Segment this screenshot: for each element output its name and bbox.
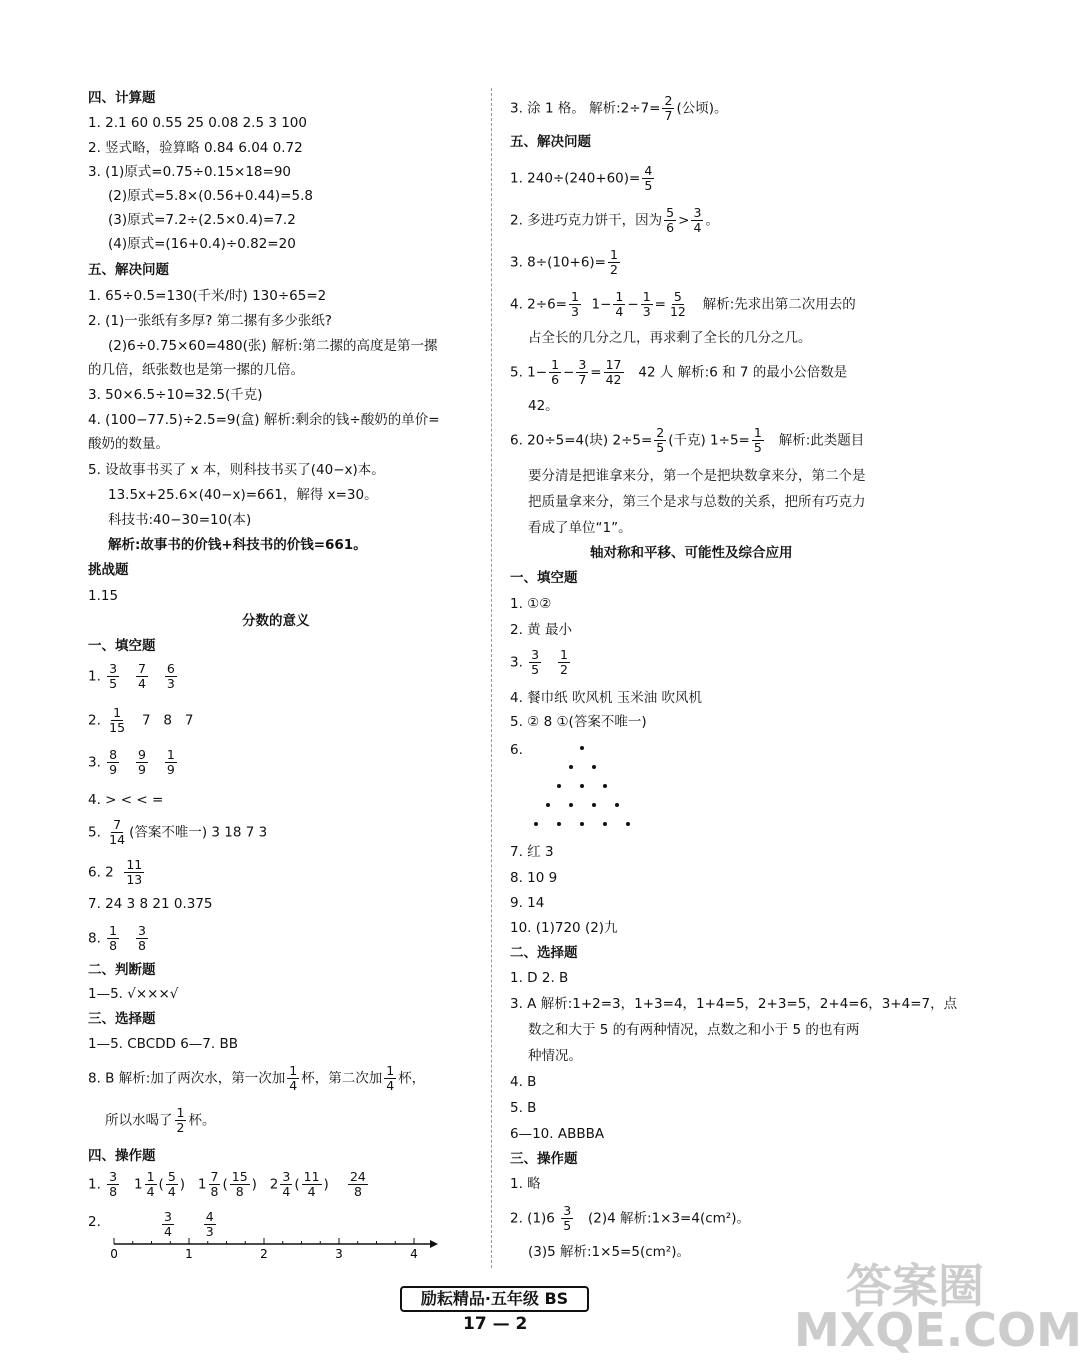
answer-line: 种情况。 <box>528 1048 582 1064</box>
number-line-label: 2 <box>260 1247 268 1261</box>
answer-line: 1. 65÷0.5=130(千米/时) 130÷65=2 <box>88 288 327 304</box>
fraction: $\frac{3}{8}$ <box>109 1169 118 1199</box>
answer-line: 10. (1)720 (2)九 <box>510 920 618 936</box>
answer-line: 2. 竖式略，验算略 0.84 6.04 0.72 <box>88 140 303 156</box>
fraction: $\frac{1}{6}$ <box>551 357 560 387</box>
answer-line: 2. 黄 最小 <box>510 622 572 638</box>
answer-text: (公顷)。 <box>676 100 728 117</box>
number-line-label: 0 <box>110 1247 118 1261</box>
fraction: $\frac{4}{5}$ <box>644 163 653 193</box>
answer-line: 2. <box>88 1214 101 1230</box>
answer-line: 1. $\frac{3}{8}$ 1 $\frac{1}{4}$ ( $\frac{5}{4}$ ) 1 $\frac{7}{8}$ ( $\frac{15}{8}$ ) 2 $\frac{3}{4}$ ( $\frac{11}{4}$ ) $\frac{24}{8}$ <box>88 1169 366 1199</box>
answer-line: 4. (100−77.5)÷2.5=9(盒) 解析:剩余的钱÷酸奶的单价= <box>88 412 440 428</box>
answer-text: (答案不唯一) 3 18 7 3 <box>129 824 268 841</box>
fraction: $\frac{2}{5}$ <box>656 425 665 455</box>
answer-line: (2)6÷0.75×60=480(张) 解析:第二摞的高度是第一摞 <box>108 338 438 354</box>
answer-line: 9. 14 <box>510 895 545 911</box>
fraction: $\frac{11}{4}$ <box>303 1169 320 1199</box>
answer-line: 42。 <box>528 398 559 414</box>
fraction: $\frac{1}{2}$ <box>560 647 568 677</box>
answer-text: 6. 2 <box>88 864 114 881</box>
answer-text: 4. 2÷6= <box>510 296 567 313</box>
answer-line: 2. 多进巧克力饼干，因为 $\frac{5}{6}$ > $\frac{3}{4}$ 。 <box>510 205 719 235</box>
fraction: $\frac{3}{5}$ <box>563 1203 572 1233</box>
answer-line: 1.15 <box>88 588 119 604</box>
section-heading: 三、选择题 <box>88 1011 156 1027</box>
answer-line <box>510 164 656 193</box>
answer-line: 4. > < < = <box>88 792 164 808</box>
answer-line <box>105 1106 215 1135</box>
answer-line: 6—10. ABBBA <box>510 1126 605 1142</box>
answer-line: 4. B <box>510 1074 537 1090</box>
triangle-dot <box>580 746 584 750</box>
triangle-dot <box>546 803 550 807</box>
answer-line: 7. 红 3 <box>510 844 554 860</box>
fraction: $\frac{3}{4}$ <box>164 1209 172 1239</box>
column-divider <box>491 88 493 1268</box>
section-heading: 五、解决问题 <box>88 262 169 278</box>
answer-text: 3. 8÷(10+6)= <box>510 254 606 271</box>
answer-line: 数之和大于 5 的有两种情况，点数之和小于 5 的也有两 <box>528 1022 860 1038</box>
number-line <box>112 1220 442 1260</box>
fraction: $\frac{1}{4}$ <box>146 1169 155 1199</box>
answer-line: (4)原式=(16+0.4)÷0.82=20 <box>108 236 296 252</box>
section-heading: 一、填空题 <box>88 638 156 654</box>
number-line-label: 3 <box>335 1247 343 1261</box>
triangle-dot <box>569 803 573 807</box>
section-heading: 一、填空题 <box>510 570 578 586</box>
answer-line: 1. ①② <box>510 596 552 612</box>
answer-line: 13.5x+25.6×(40−x)=661，解得 x=30。 <box>108 487 378 503</box>
answer-line: 6. <box>510 742 523 758</box>
fraction: $\frac{8}{9}$ <box>109 747 118 777</box>
section-heading: 二、判断题 <box>88 962 156 978</box>
page-number: 17 — 2 <box>463 1314 528 1334</box>
answer-line: 7. 24 3 8 21 0.375 <box>88 896 213 912</box>
answer-line: 1. 略 <box>510 1176 541 1192</box>
answer-text: (千克) 1÷5= <box>668 432 750 449</box>
section-heading: 五、解决问题 <box>510 134 591 150</box>
answer-line: (3)5 解析:1×5=5(cm²)。 <box>528 1244 690 1260</box>
dot-triangle <box>520 742 640 842</box>
answer-text: 42 人 解析:6 和 7 的最小公倍数是 <box>638 364 848 381</box>
fraction: $\frac{1}{9}$ <box>166 747 175 777</box>
answer-text: 2. 多进巧克力饼干，因为 <box>510 212 663 229</box>
answer-line: 5. 1− $\frac{1}{6}$ − $\frac{3}{7}$ = $\frac{17}{42}$ 42 人 解析:6 和 7 的最小公倍数是 <box>510 357 848 387</box>
answer-line: 5. B <box>510 1100 537 1116</box>
brand-banner: 励耘精品·五年级 BS <box>400 1286 589 1312</box>
fraction: $\frac{3}{8}$ <box>138 923 146 953</box>
triangle-dot <box>626 822 630 826</box>
section-heading: 挑战题 <box>88 562 129 578</box>
answer-line: 2. $\frac{1}{15}$ 7 8 7 <box>88 705 194 735</box>
answer-line <box>88 858 146 887</box>
answer-line: 8. $\frac{1}{8}$ $\frac{3}{8}$ <box>88 923 146 953</box>
fraction: $\frac{6}{3}$ <box>166 661 175 691</box>
answer-line: 3. (1)原式=0.75÷0.15×18=90 <box>88 164 292 180</box>
answer-text: 1. 240÷(240+60)= <box>510 170 641 187</box>
answer-line: 要分清是把谁拿来分，第一个是把块数拿来分，第二个是 <box>528 468 866 484</box>
triangle-dot <box>592 803 596 807</box>
fraction: $\frac{5}{12}$ <box>669 289 686 319</box>
triangle-dot <box>569 765 573 769</box>
triangle-dot <box>580 784 584 788</box>
answer-line: 1. 2.1 60 0.55 25 0.08 2.5 3 100 <box>88 115 307 131</box>
chapter-title: 分数的意义 <box>242 613 310 629</box>
answer-line: (2)原式=5.8×(0.56+0.44)=5.8 <box>108 188 313 204</box>
fraction: $\frac{3}{4}$ <box>693 205 702 235</box>
triangle-dot <box>592 765 596 769</box>
answer-line: 5. 设故事书买了 x 本，则科技书买了(40−x)本。 <box>88 462 385 478</box>
answer-line: 1. $\frac{3}{5}$ $\frac{7}{4}$ $\frac{6}{3}$ <box>88 661 175 691</box>
triangle-dot <box>580 822 584 826</box>
chapter-title: 轴对称和平移、可能性及综合应用 <box>590 545 793 561</box>
answer-line: 3. A 解析:1+2=3，1+3=4，1+4=5，2+3=5，2+4=6，3+4=7，点 <box>510 996 958 1012</box>
answer-text: (2)4 解析:1×3=4(cm²)。 <box>588 1210 750 1227</box>
fraction: $\frac{5}{6}$ <box>666 205 675 235</box>
answer-text: 6. 20÷5=4(块) 2÷5= <box>510 432 653 449</box>
fraction: $\frac{1}{5}$ <box>753 425 762 455</box>
answer-text: 解析:此类题目 <box>778 432 865 449</box>
answer-line: 5. $\frac{7}{14}$ (答案不唯一) 3 18 7 3 <box>88 817 268 847</box>
answer-line: 的几倍，纸张数也是第一摞的几倍。 <box>88 362 304 378</box>
triangle-dot <box>603 822 607 826</box>
fraction: $\frac{1}{3}$ <box>570 289 579 319</box>
answer-text: 2. (1)6 <box>510 1210 555 1227</box>
fraction: $\frac{1}{4}$ <box>386 1063 395 1093</box>
answer-text: 杯。 <box>188 1112 216 1129</box>
fraction: $\frac{1}{4}$ <box>289 1063 298 1093</box>
fraction: $\frac{1}{3}$ <box>642 289 651 319</box>
section-heading: 三、操作题 <box>510 1151 578 1167</box>
fraction: $\frac{7}{14}$ <box>109 817 126 847</box>
number-line-label: 4 <box>410 1247 418 1261</box>
answer-text: 解析:先求出第二次用去的 <box>702 296 856 313</box>
triangle-dot <box>557 822 561 826</box>
fraction: $\frac{24}{8}$ <box>349 1169 366 1199</box>
answer-line: 把质量拿来分，第三个是求与总数的关系，把所有巧克力 <box>528 494 866 510</box>
answer-line: 4. 餐巾纸 吹风机 玉米油 吹风机 <box>510 690 703 706</box>
answer-text: 所以水喝了 <box>105 1112 173 1129</box>
triangle-dot <box>615 803 619 807</box>
fraction: $\frac{11}{13}$ <box>126 857 143 887</box>
answer-line <box>510 426 864 455</box>
answer-line: 酸奶的数量。 <box>88 436 169 452</box>
answer-line: 3. $\frac{3}{5}$ $\frac{1}{2}$ <box>510 647 568 677</box>
answer-line <box>510 1204 750 1233</box>
fraction: $\frac{17}{42}$ <box>605 357 622 387</box>
answer-line: 1. D 2. B <box>510 970 569 986</box>
answer-text: 3. 涂 1 格。 解析:2÷7= <box>510 100 661 117</box>
answer-line <box>510 94 727 123</box>
answer-line: (3)原式=7.2÷(2.5×0.4)=7.2 <box>108 212 296 228</box>
fraction: $\frac{1}{2}$ <box>610 247 618 277</box>
section-heading: 二、选择题 <box>510 945 578 961</box>
fraction: $\frac{1}{2}$ <box>176 1105 185 1135</box>
fraction: $\frac{1}{15}$ <box>109 705 126 735</box>
triangle-dot <box>557 784 561 788</box>
fraction: $\frac{3}{7}$ <box>578 357 587 387</box>
fraction: $\frac{7}{4}$ <box>138 661 146 691</box>
answer-text: 杯， <box>398 1070 426 1087</box>
answer-line: 5. ② 8 ①(答案不唯一) <box>510 714 647 730</box>
answer-text: 8. B 解析:加了两次水，第一次加 <box>88 1070 286 1087</box>
fraction: $\frac{9}{9}$ <box>138 747 146 777</box>
watermark-logo: 答案圈 MXQE.COM <box>794 1259 1082 1357</box>
section-heading: 四、计算题 <box>88 90 156 106</box>
fraction: $\frac{7}{8}$ <box>210 1169 219 1199</box>
answer-line <box>510 248 622 277</box>
answer-line: 解析:故事书的价钱+科技书的价钱=661。 <box>108 537 367 553</box>
answer-line: 4. 2÷6= $\frac{1}{3}$ 1− $\frac{1}{4}$ − $\frac{1}{3}$ = $\frac{5}{12}$ 解析:先求出第二次用去的 <box>510 289 856 319</box>
number-line-label: 1 <box>185 1247 193 1261</box>
section-heading: 四、操作题 <box>88 1148 156 1164</box>
fraction: $\frac{3}{5}$ <box>531 647 540 677</box>
fraction: $\frac{1}{8}$ <box>109 923 118 953</box>
fraction: $\frac{15}{8}$ <box>231 1169 248 1199</box>
answer-line: 3. $\frac{8}{9}$ $\frac{9}{9}$ $\frac{1}{9}$ <box>88 747 175 777</box>
answer-line <box>88 1064 425 1093</box>
fraction: $\frac{5}{4}$ <box>167 1169 176 1199</box>
fraction: $\frac{2}{7}$ <box>664 93 673 123</box>
fraction: $\frac{1}{4}$ <box>615 289 624 319</box>
answer-line: 1—5. √×××√ <box>88 986 179 1002</box>
answer-line: 3. 50×6.5÷10=32.5(千克) <box>88 387 263 403</box>
fraction: $\frac{3}{5}$ <box>109 661 118 691</box>
triangle-dot <box>534 822 538 826</box>
triangle-dot <box>603 784 607 788</box>
fraction: $\frac{4}{3}$ <box>205 1209 214 1239</box>
answer-line: 占全长的几分之几，再求剩了全长的几分之几。 <box>528 330 812 346</box>
answer-line: 2. (1)一张纸有多厚? 第二摞有多少张纸? <box>88 313 332 329</box>
answer-line: 1—5. CBCDD 6—7. BB <box>88 1036 239 1052</box>
answer-line: 8. 10 9 <box>510 870 558 886</box>
answer-line: 看成了单位“1”。 <box>528 520 632 536</box>
answer-text: 杯，第二次加 <box>301 1070 383 1087</box>
answer-line: 科技书:40−30=10(本) <box>108 512 252 528</box>
fraction: $\frac{3}{4}$ <box>282 1169 291 1199</box>
